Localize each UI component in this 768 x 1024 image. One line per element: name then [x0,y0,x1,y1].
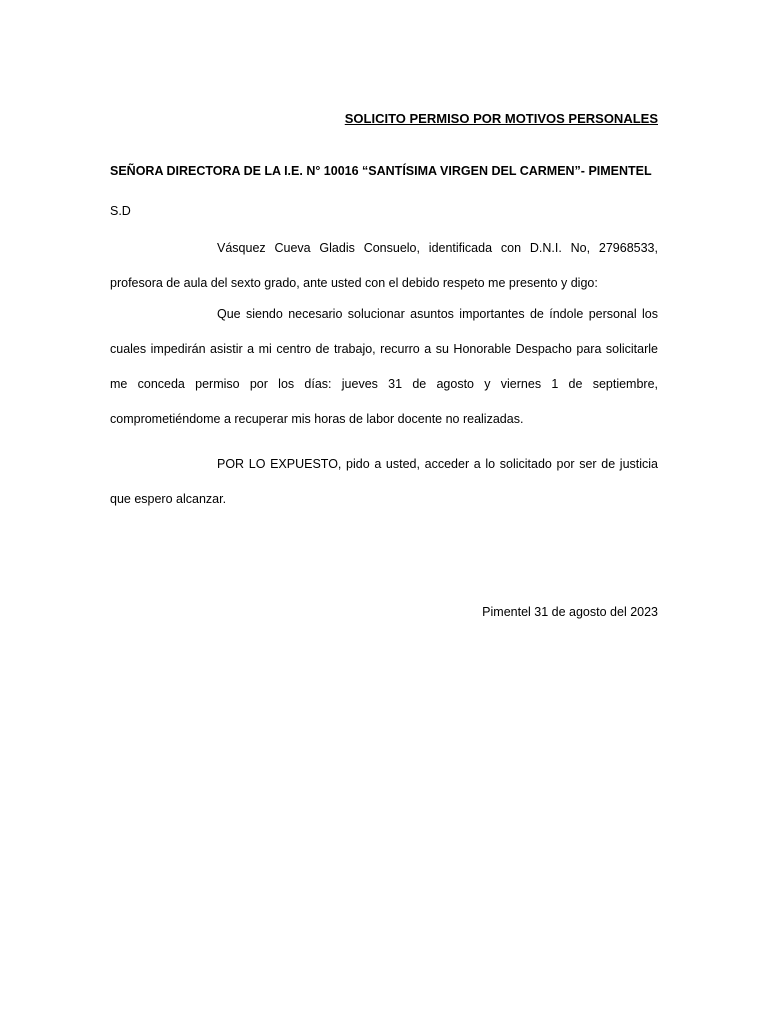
document-title: SOLICITO PERMISO POR MOTIVOS PERSONALES [344,111,658,126]
place-date: Pimentel 31 de agosto del 2023 [482,605,658,619]
paragraph-identification: Vásquez Cueva Gladis Consuelo, identificada con D.N.I. No, 27968533, profesora de aula del sexto grado, ante usted con el debido respeto me presento y digo: [110,241,658,290]
paragraph-closing: POR LO EXPUESTO, pido a usted, acceder a lo solicitado por ser de justicia que espero alcanzar. [110,457,658,506]
document-page [110,0,658,1024]
addressee: SEÑORA DIRECTORA DE LA I.E. N° 10016 “SANTÍSIMA VIRGEN DEL CARMEN”- PIMENTEL [110,164,652,178]
paragraph-request: Que siendo necesario solucionar asuntos importantes de índole personal los cuales impedirán asistir a mi centro de trabajo, recurro a su Honorable Despacho para solicitarle me conceda permiso por los días: jueves 31 de agosto y viernes 1 de septiembre, comprometiéndome a recuperar mis horas de labor docente no realizadas. [110,307,658,426]
salutation: S.D [110,204,131,218]
